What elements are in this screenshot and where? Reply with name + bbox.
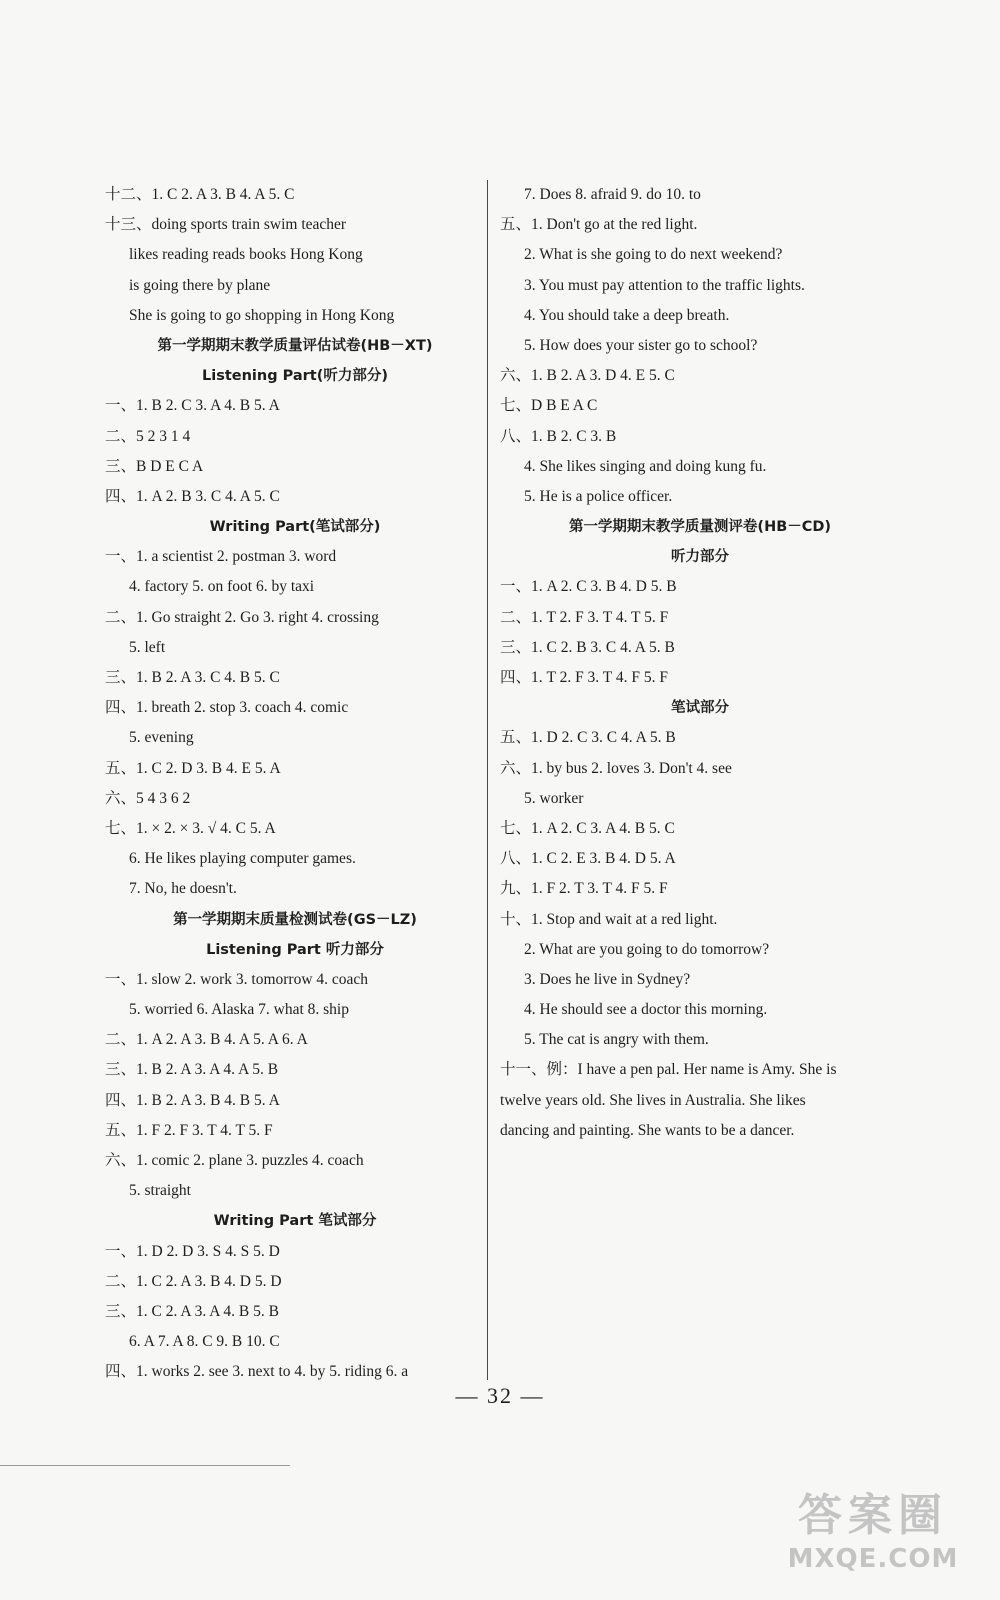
- section-heading: 听力部分: [671, 549, 729, 566]
- section-heading: Writing Part 笔试部分: [213, 1213, 377, 1230]
- answer-line: 十三、doing sports train swim teacher: [105, 216, 347, 234]
- section-heading: 第一学期期末质量检测试卷(GS－LZ): [173, 911, 417, 928]
- answer-line: 八、1. B 2. C 3. B: [500, 427, 617, 445]
- watermark-logo: [768, 1488, 978, 1583]
- answer-line: 二、1. A 2. A 3. B 4. A 5. A 6. A: [105, 1031, 308, 1049]
- answer-line: 5. left: [129, 638, 166, 656]
- answer-line: 二、1. C 2. A 3. B 4. D 5. D: [105, 1272, 282, 1290]
- answer-line: twelve years old. She lives in Australia. She likes: [500, 1091, 806, 1109]
- answer-line: 6. A 7. A 8. C 9. B 10. C: [129, 1333, 280, 1351]
- answer-line: 5. worker: [524, 789, 584, 807]
- column-divider: [487, 180, 488, 1380]
- answer-line: 八、1. C 2. E 3. B 4. D 5. A: [500, 850, 676, 868]
- answer-line: 十一、例：I have a pen pal. Her name is Amy. She is: [500, 1061, 837, 1079]
- right-answer-column: [500, 180, 900, 1146]
- answer-line: 5. How does your sister go to school?: [524, 336, 758, 354]
- answer-line: 四、1. B 2. A 3. B 4. B 5. A: [105, 1091, 280, 1109]
- answer-line: 7. No, he doesn't.: [129, 880, 237, 898]
- answer-line: 六、5 4 3 6 2: [105, 789, 191, 807]
- answer-line: 三、1. C 2. B 3. C 4. A 5. B: [500, 638, 675, 656]
- answer-line: 十二、1. C 2. A 3. B 4. A 5. C: [105, 186, 295, 203]
- answer-line: 六、1. comic 2. plane 3. puzzles 4. coach: [105, 1152, 364, 1169]
- answer-line: 5. evening: [129, 729, 194, 747]
- answer-line: 三、B D E C A: [105, 457, 204, 475]
- answer-line: is going there by plane: [129, 276, 271, 294]
- answer-line: 七、1. A 2. C 3. A 4. B 5. C: [500, 819, 675, 837]
- answer-line: 六、1. B 2. A 3. D 4. E 5. C: [500, 367, 675, 385]
- answer-line: 二、1. T 2. F 3. T 4. T 5. F: [500, 608, 669, 626]
- answer-line: 七、1. × 2. × 3. √ 4. C 5. A: [105, 819, 276, 837]
- answer-line: 4. He should see a doctor this morning.: [524, 1001, 768, 1019]
- answer-line: 六、1. by bus 2. loves 3. Don't 4. see: [500, 759, 732, 777]
- answer-line: 4. She likes singing and doing kung fu.: [524, 457, 767, 475]
- answer-line: 5. straight: [129, 1182, 191, 1200]
- answer-line: 三、1. C 2. A 3. A 4. B 5. B: [105, 1302, 279, 1320]
- answer-line: 一、1. B 2. C 3. A 4. B 5. A: [105, 397, 280, 415]
- answer-line: 二、1. Go straight 2. Go 3. right 4. crossing: [105, 608, 379, 626]
- answer-line: 一、1. A 2. C 3. B 4. D 5. B: [500, 578, 677, 596]
- answer-line: 6. He likes playing computer games.: [129, 850, 356, 868]
- answer-line: 5. worried 6. Alaska 7. what 8. ship: [129, 1001, 349, 1019]
- bottom-rule: [0, 1465, 290, 1466]
- answer-line: 一、1. slow 2. work 3. tomorrow 4. coach: [105, 970, 369, 988]
- answer-line: 5. The cat is angry with them.: [524, 1031, 709, 1049]
- answer-line: 四、1. T 2. F 3. T 4. F 5. F: [500, 669, 668, 686]
- answer-line: 7. Does 8. afraid 9. do 10. to: [524, 186, 701, 203]
- answer-line: 一、1. a scientist 2. postman 3. word: [105, 548, 337, 566]
- answer-line: 2. What are you going to do tomorrow?: [524, 940, 770, 958]
- left-answer-column: [105, 180, 485, 1388]
- answer-line: 四、1. works 2. see 3. next to 4. by 5. riding 6. a: [105, 1363, 409, 1381]
- section-heading: Writing Part(笔试部分): [209, 519, 381, 536]
- answer-line: 五、1. D 2. C 3. C 4. A 5. B: [500, 729, 676, 747]
- section-heading: 笔试部分: [671, 700, 729, 717]
- answer-line: She is going to go shopping in Hong Kong: [129, 306, 395, 324]
- section-heading: 第一学期期末教学质量测评卷(HB－CD): [568, 519, 832, 536]
- answer-line: 一、1. D 2. D 3. S 4. S 5. D: [105, 1242, 280, 1260]
- answer-line: 3. Does he live in Sydney?: [524, 970, 691, 988]
- answer-line: 四、1. A 2. B 3. C 4. A 5. C: [105, 487, 280, 505]
- watermark-url: MXQE.COM: [787, 1544, 959, 1574]
- section-heading: Listening Part 听力部分: [206, 941, 384, 958]
- answer-line: 3. You must pay attention to the traffic lights.: [524, 276, 805, 294]
- answer-line: dancing and painting. She wants to be a dancer.: [500, 1121, 795, 1139]
- answer-line: 五、1. Don't go at the red light.: [500, 216, 698, 234]
- answer-line: 九、1. F 2. T 3. T 4. F 5. F: [500, 880, 668, 898]
- answer-line: 三、1. B 2. A 3. A 4. A 5. B: [105, 1061, 279, 1079]
- answer-line: 七、D B E A C: [500, 397, 598, 415]
- page-number: — 32 —: [455, 1383, 545, 1408]
- answer-line: 2. What is she going to do next weekend?: [524, 246, 783, 264]
- answer-line: 二、5 2 3 1 4: [105, 427, 191, 445]
- answer-line: 十、1. Stop and wait at a red light.: [500, 910, 718, 928]
- section-heading: 第一学期期末教学质量评估试卷(HB－XT): [157, 337, 433, 354]
- answer-line: 5. He is a police officer.: [524, 487, 673, 505]
- answer-line: likes reading reads books Hong Kong: [129, 246, 363, 264]
- section-heading: Listening Part(听力部分): [201, 368, 388, 385]
- answer-line: 4. factory 5. on foot 6. by taxi: [129, 578, 315, 596]
- answer-line: 4. You should take a deep breath.: [524, 306, 730, 324]
- answer-line: 四、1. breath 2. stop 3. coach 4. comic: [105, 699, 349, 717]
- answer-line: 三、1. B 2. A 3. C 4. B 5. C: [105, 669, 280, 686]
- watermark-logo-text: 答案圈: [798, 1490, 948, 1541]
- answer-line: 五、1. F 2. F 3. T 4. T 5. F: [105, 1121, 273, 1139]
- answer-line: 五、1. C 2. D 3. B 4. E 5. A: [105, 759, 281, 777]
